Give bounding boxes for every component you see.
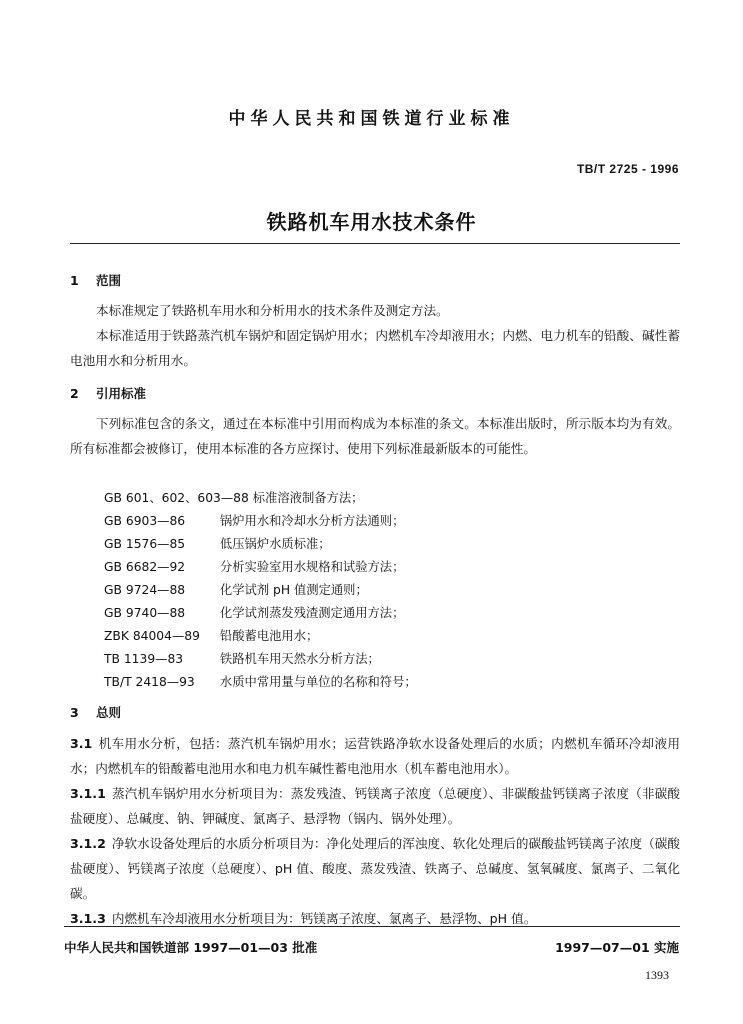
reference-code: TB/T 2418—93 [104, 675, 195, 689]
reference-item [104, 649, 380, 667]
clause-number: 3.1.2 [70, 836, 106, 851]
clause-3-1-3 [70, 906, 680, 931]
page-number: 1393 [645, 968, 669, 982]
section-number: 1 [70, 273, 79, 288]
reference-code: TB 1139—83 [104, 652, 184, 666]
references-intro [70, 411, 680, 461]
reference-title: 标准溶液制备方法； [252, 491, 364, 505]
scope-paragraph-2: 本标准适用于铁路蒸汽机车锅炉和固定锅炉用水；内燃机车冷却液用水；内燃、电力机车的铅酸、碱性蓄电池用水和分析用水。 [70, 328, 680, 368]
reference-title: 分析实验室用水规格和试验方法； [219, 560, 405, 574]
clause-3-1-2 [70, 831, 680, 906]
section-title: 总则 [96, 705, 122, 720]
section-title: 引用标准 [96, 386, 147, 401]
section-number: 3 [70, 705, 79, 720]
section-title: 范围 [96, 273, 122, 288]
section-1-heading [70, 271, 121, 289]
section-3-heading [70, 703, 121, 721]
reference-item [104, 557, 404, 575]
reference-code: GB 9740—88 [104, 606, 186, 620]
clause-text: 内燃机车冷却液用水分析项目为：钙镁离子浓度、氯离子、悬浮物、pH 值。 [111, 911, 537, 926]
reference-item [104, 603, 404, 621]
references-intro-text: 下列标准包含的条文，通过在本标准中引用而构成为本标准的条文。本标准出版时，所示版本均为有效。所有标准都会被修订，使用本标准的各方应探讨、使用下列标准最新版本的可能性。 [70, 416, 680, 456]
document-title: 铁路机车用水技术条件 [266, 210, 477, 234]
title-divider [70, 243, 680, 244]
reference-title: 锅炉用水和冷却水分析方法通则； [219, 514, 405, 528]
clause-3-1-1 [70, 781, 680, 831]
clauses [70, 731, 680, 931]
reference-code: ZBK 84004—89 [104, 629, 200, 643]
clause-text: 蒸汽机车锅炉用水分析项目为：蒸发残渣、钙镁离子浓度（总硬度）、非碳酸盐钙镁离子浓度（非碳酸盐硬度）、总碱度、钠、钾碱度、氯离子、悬浮物（锅内、锅外处理）。 [70, 786, 680, 826]
clause-number: 3.1 [70, 736, 93, 751]
reference-title: 化学试剂蒸发残渣测定通用方法； [219, 606, 405, 620]
issuing-authority-header: 中华人民共和国铁道行业标准 [228, 109, 515, 129]
reference-title: 低压锅炉水质标准； [219, 537, 331, 551]
reference-title: 水质中常用量与单位的名称和符号； [219, 675, 417, 689]
reference-item [104, 511, 404, 529]
standard-code: TB/T 2725 - 1996 [576, 162, 679, 176]
reference-item [104, 488, 363, 506]
reference-title: 化学试剂 pH 值测定通则； [219, 583, 368, 597]
clause-3-1 [70, 731, 680, 781]
clause-text: 机车用水分析，包括：蒸汽机车锅炉用水；运营铁路净软水设备处理后的水质；内燃机车循环冷却液用水；内燃机车的铅酸蓄电池用水和电力机车碱性蓄电池用水（机车蓄电池用水）。 [70, 736, 680, 776]
reference-code: GB 1576—85 [104, 537, 186, 551]
scope-paragraphs [70, 298, 680, 373]
footer-divider [64, 926, 680, 927]
approval-date: 中华人民共和国铁道部 1997—01—03 批准 [64, 940, 318, 955]
reference-title: 铅酸蓄电池用水； [219, 629, 319, 643]
reference-title: 铁路机车用天然水分析方法； [219, 652, 380, 666]
reference-item [104, 672, 417, 690]
clause-text: 净软水设备处理后的水质分析项目为：净化处理后的浑浊度、软化处理后的碳酸盐钙镁离子浓度（碳酸盐硬度）、钙镁离子浓度（总硬度）、pH 值、酸度、蒸发残渣、铁离子、总碱度、氢氧碱度、氯离子、二氧化碳。 [70, 836, 680, 901]
reference-item [104, 534, 331, 552]
scope-paragraph-1: 本标准规定了铁路机车用水和分析用水的技术条件及测定方法。 [96, 303, 449, 318]
clause-number: 3.1.3 [70, 911, 106, 926]
reference-code: GB 601、602、603—88 [104, 491, 249, 505]
reference-code: GB 6903—86 [104, 514, 186, 528]
clause-number: 3.1.1 [70, 786, 106, 801]
reference-item [104, 580, 368, 598]
effective-date: 1997—07—01 实施 [555, 940, 679, 955]
section-number: 2 [70, 386, 79, 401]
reference-item [104, 626, 318, 644]
section-2-heading [70, 384, 146, 402]
reference-code: GB 9724—88 [104, 583, 186, 597]
reference-code: GB 6682—92 [104, 560, 186, 574]
